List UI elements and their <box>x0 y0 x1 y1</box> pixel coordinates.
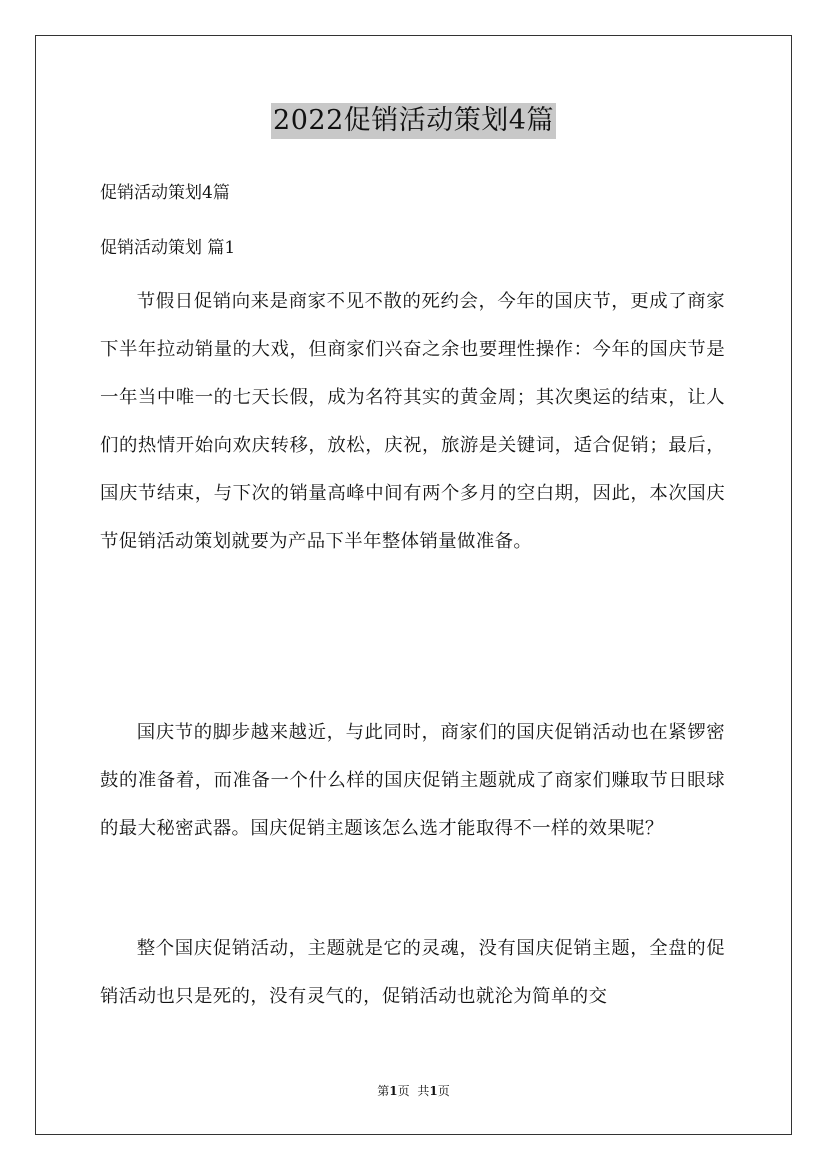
title-container <box>0 103 827 139</box>
section-heading: 促销活动策划 篇1 <box>100 238 236 258</box>
page-footer <box>0 1083 827 1099</box>
paragraph: 节假日促销向来是商家不见不散的死约会，今年的国庆节，更成了商家下半年拉动销量的大戏，但商家们兴奋之余也要理性操作：今年的国庆节是一年当中唯一的七天长假，成为名符其实的黄金周；其次奥运的结束，让人们的热情开始向欢庆转移，放松，庆祝，旅游是关键词，适合促销；最后，国庆节结束，与下次的销量高峰中间有两个多月的空白期，因此，本次国庆节促销活动策划就要为产品下半年整体销量做准备。 <box>100 291 725 552</box>
footer-page-number: 1 <box>389 1084 398 1098</box>
footer-total-prefix: 共 <box>417 1084 430 1098</box>
footer-page-prefix: 第 <box>377 1084 390 1098</box>
footer-total-suffix: 页 <box>437 1084 450 1098</box>
footer-page-suffix: 页 <box>397 1084 410 1098</box>
document-title: 2022促销活动策划4篇 <box>271 103 556 139</box>
paragraph: 整个国庆促销活动，主题就是它的灵魂，没有国庆促销主题，全盘的促销活动也只是死的，没有灵气的，促销活动也就沦为简单的交 <box>100 938 725 1007</box>
document-subtitle: 促销活动策划4篇 <box>100 183 230 203</box>
paragraph: 国庆节的脚步越来越近，与此同时，商家们的国庆促销活动也在紧锣密鼓的准备着，而准备一个什么样的国庆促销主题就成了商家们赚取节日眼球的最大秘密武器。国庆促销主题该怎么选才能取得不一样的效果呢？ <box>100 722 725 839</box>
footer-total-number: 1 <box>429 1084 438 1098</box>
